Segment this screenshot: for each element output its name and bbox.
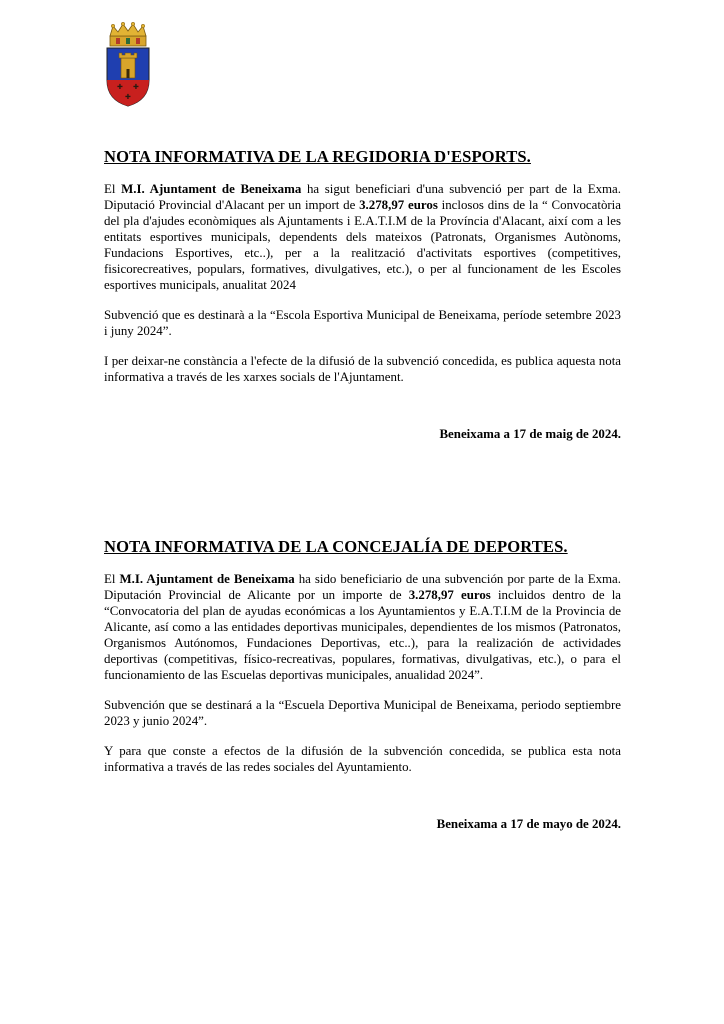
- municipal-coat-of-arms-icon: [104, 22, 152, 108]
- entity-name: M.I. Ajuntament de Beneixama: [121, 182, 302, 196]
- crown-icon: [110, 22, 146, 46]
- paragraph-destination-valencian: Subvenció que es destinarà a la “Escola Esportiva Municipal de Beneixama, període setembre 2023 i juny 2024”.: [104, 308, 621, 338]
- svg-text:✚: ✚: [117, 83, 123, 91]
- entity-name: M.I. Ajuntament de Beneixama: [119, 572, 295, 586]
- subsidy-amount: 3.278,97 euros: [359, 198, 438, 212]
- subsidy-amount: 3.278,97 euros: [408, 588, 491, 602]
- valencian-notice: [104, 147, 621, 442]
- signoff-date-spanish: Beneixama a 17 de mayo de 2024.: [436, 817, 621, 831]
- paragraph-publication-valencian: I per deixar-ne constància a l'efecte de la difusió de la subvenció concedida, es publica aquesta nota informativa a través de les xarxes socials de l'Ajuntament.: [104, 354, 621, 384]
- paragraph-subsidy-valencian: El M.I. Ajuntament de Beneixama ha sigut beneficiari d'una subvenció per part de la Exma. Diputació Provincial d'Alacant per un import de 3.278,97 euros inclosos dins de la “ Convocatòria del pla d'ajudes econòmiques als Ajuntaments i E.A.T.I.M de la Província d'Alacant, així com a les entitats esportives municipals, dependents dels mateixos (Patronats, Organismes Autònoms, Fundacions Esportives, etc..), per a la realització d'activitats esportives (competitives, fisicorecreatives, populars, formatives, divulgatives, etc.), o per al funcionament de les Escoles esportives municipals, anualitat 2024: [104, 182, 621, 292]
- paragraph-destination-spanish: Subvención que se destinará a la “Escuela Deportiva Municipal de Beneixama, periodo septiembre 2023 y junio 2024”.: [104, 698, 621, 728]
- shield-icon: [107, 48, 149, 106]
- spanish-notice: [104, 537, 621, 832]
- paragraph-subsidy-spanish: El M.I. Ajuntament de Beneixama ha sido beneficiario de una subvención por parte de la Exma. Diputación Provincial de Alicante por un importe de 3.278,97 euros incluidos dentro de la “Convocatoria del plan de ayudas económicas a los Ayuntamientos y E.A.T.I.M de la Provincia de Alicante, así como a las entidades deportivas municipales, dependientes de los mismos (Patronatos, Organismos Autónomos, Fundaciones Deportivas, etc..), para la realización de actividades deportivas (competitivas, físico-recreativas, populares, formativas, divulgativas, etc.), o para el funcionamiento de las Escuelas deportivas municipales, anualidad 2024”.: [104, 572, 621, 682]
- svg-text:✚: ✚: [133, 83, 139, 91]
- paragraph-publication-spanish: Y para que conste a efectos de la difusión de la subvención concedida, se publica esta nota informativa a través de las redes sociales del Ayuntamiento.: [104, 744, 621, 774]
- signoff-date-valencian: Beneixama a 17 de maig de 2024.: [439, 427, 621, 441]
- notice-title-spanish: NOTA INFORMATIVA DE LA CONCEJALÍA DE DEPORTES.: [104, 537, 568, 556]
- svg-text:✚: ✚: [125, 93, 131, 101]
- notice-title-valencian: NOTA INFORMATIVA DE LA REGIDORIA D'ESPORTS.: [104, 147, 531, 166]
